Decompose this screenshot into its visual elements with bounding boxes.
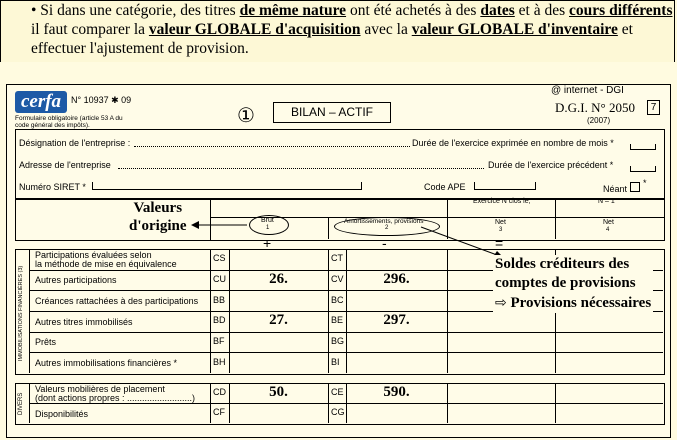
neant-star: * bbox=[643, 178, 647, 188]
column-header bbox=[15, 199, 665, 241]
row-code: BH bbox=[213, 356, 226, 367]
row-code: CE bbox=[331, 387, 344, 397]
col-amort-num: 2 bbox=[385, 225, 389, 231]
row-label: Créances rattachées à des participations bbox=[35, 296, 199, 307]
internet-dgi: @ internet - DGI bbox=[551, 85, 624, 96]
ape-label: Code APE bbox=[424, 182, 466, 192]
intro-bold: valeur GLOBALE d'inventaire bbox=[411, 21, 618, 38]
row-amount[interactable]: 26. bbox=[269, 271, 288, 287]
row-label: Participations évaluées selon la méthode de mise en équivalence bbox=[35, 250, 177, 270]
col-net2-num: 4 bbox=[606, 227, 610, 233]
col-net-num: 3 bbox=[499, 227, 503, 233]
soldes-annotation bbox=[493, 255, 653, 313]
plus-sign: + bbox=[263, 235, 272, 251]
section-divers-label: DIVERS bbox=[18, 392, 24, 415]
row-code: CG bbox=[331, 407, 345, 417]
bilan-actif-form bbox=[6, 84, 671, 438]
col-net: Net bbox=[495, 219, 506, 226]
row-code: BF bbox=[213, 336, 225, 346]
cerfa-logo-text: cerfa bbox=[20, 91, 62, 112]
intro-bold: dates bbox=[480, 2, 515, 19]
row-code: BG bbox=[331, 336, 345, 346]
intro-part: et à des bbox=[514, 2, 570, 19]
col-brut-num: 1 bbox=[266, 225, 270, 231]
cerfa-logo bbox=[15, 91, 67, 113]
intro-text bbox=[0, 0, 675, 62]
duree-field[interactable] bbox=[630, 144, 656, 150]
dgi-number: D.G.I. N° 2050 bbox=[555, 100, 635, 115]
ape-field[interactable] bbox=[474, 182, 536, 190]
col-net2: Net bbox=[603, 219, 614, 226]
row-code: BE bbox=[331, 315, 344, 326]
row-code: BD bbox=[213, 315, 226, 326]
section-financial-label: IMMOBILISATIONS FINANCIÈRES (3) bbox=[18, 265, 24, 361]
neant-checkbox[interactable] bbox=[630, 182, 640, 192]
row-label: Prêts bbox=[35, 337, 57, 348]
row-amount[interactable]: 27. bbox=[269, 312, 288, 329]
row-label: Autres participations bbox=[35, 275, 117, 286]
col-n1: N – 1 bbox=[598, 198, 615, 205]
minus-sign: - bbox=[382, 235, 387, 251]
row-code: BC bbox=[331, 294, 344, 305]
duree-prec-field[interactable] bbox=[630, 166, 656, 172]
intro-part: ont été achetés à des bbox=[346, 2, 481, 19]
neant-label: Néant bbox=[603, 184, 628, 194]
intro-part: • Si dans une catégorie, des titres bbox=[31, 2, 240, 19]
siret-label: Numéro SIRET * bbox=[19, 182, 86, 192]
row-divider bbox=[29, 403, 663, 404]
row-amount[interactable]: 50. bbox=[269, 384, 288, 400]
row-amount[interactable]: 297. bbox=[383, 312, 410, 329]
row-amount[interactable]: 296. bbox=[383, 271, 410, 287]
intro-bold: valeur GLOBALE d'acquisition bbox=[148, 21, 361, 38]
equals-sign: = bbox=[495, 235, 504, 251]
row-divider bbox=[29, 352, 663, 353]
intro-part: avec la bbox=[360, 21, 412, 38]
arrow-to-brut-icon bbox=[191, 219, 251, 231]
col-brut: Brut bbox=[261, 217, 274, 224]
row-code: CS bbox=[213, 253, 226, 264]
row-label: Disponibilités bbox=[35, 408, 89, 419]
form-title: BILAN – ACTIF bbox=[273, 102, 391, 123]
row-code: CT bbox=[331, 253, 343, 264]
soldes-line1: Soldes créditeurs des bbox=[495, 256, 630, 272]
intro-bold: de même nature bbox=[239, 2, 347, 19]
row-label: Valeurs mobilières de placement (dont actions propres : ..........................) bbox=[35, 384, 196, 403]
adresse-label: Adresse de l'entreprise bbox=[19, 160, 111, 170]
row-amount[interactable]: 590. bbox=[383, 384, 410, 400]
row-code: CU bbox=[213, 274, 226, 284]
form-year: (2007) bbox=[587, 116, 611, 125]
right-arrow-icon: ⇨ bbox=[495, 294, 507, 310]
col-exercice-n: Exercice N clos le, bbox=[473, 198, 531, 205]
row-label: Autres immobilisations financières * bbox=[35, 358, 178, 369]
identification-box bbox=[15, 129, 665, 199]
designation-label: Désignation de l'entreprise : bbox=[19, 138, 131, 148]
circled-number: ① bbox=[237, 105, 255, 127]
row-label: Autres titres immobilisés bbox=[35, 316, 133, 327]
siret-field[interactable] bbox=[92, 182, 362, 190]
provisions-text: Provisions nécessaires bbox=[510, 295, 652, 311]
duree-label: Durée de l'exercice exprimée en nombre de mois * bbox=[412, 138, 614, 148]
valeurs-origine-annotation bbox=[129, 199, 187, 235]
designation-field[interactable] bbox=[134, 146, 410, 147]
row-divider bbox=[29, 332, 663, 333]
dgi-box: 7 bbox=[647, 100, 660, 115]
intro-part: il faut comparer la bbox=[31, 21, 149, 38]
col-amort: Amortissements, provisions bbox=[344, 218, 424, 225]
adresse-field[interactable] bbox=[118, 168, 484, 169]
intro-bold: cours différents bbox=[569, 2, 673, 19]
mandatory-note: Formulaire obligatoire (article 53 A du code général des impôts). bbox=[15, 115, 123, 129]
valeurs-line2: d'origine bbox=[129, 218, 187, 234]
row-code: CF bbox=[213, 407, 225, 417]
soldes-line2: comptes de provisions bbox=[495, 275, 636, 291]
cerfa-number: N° 10937 ✱ 09 bbox=[71, 95, 132, 105]
row-code: BB bbox=[213, 294, 226, 305]
duree-prec-label: Durée de l'exercice précédent * bbox=[488, 160, 614, 170]
intro-part: et effectuer l'ajustement de provision. bbox=[31, 21, 633, 57]
row-code: CD bbox=[213, 387, 226, 397]
valeurs-line1: Valeurs bbox=[133, 200, 183, 216]
row-code: CV bbox=[331, 274, 344, 284]
row-code: BI bbox=[331, 356, 340, 367]
